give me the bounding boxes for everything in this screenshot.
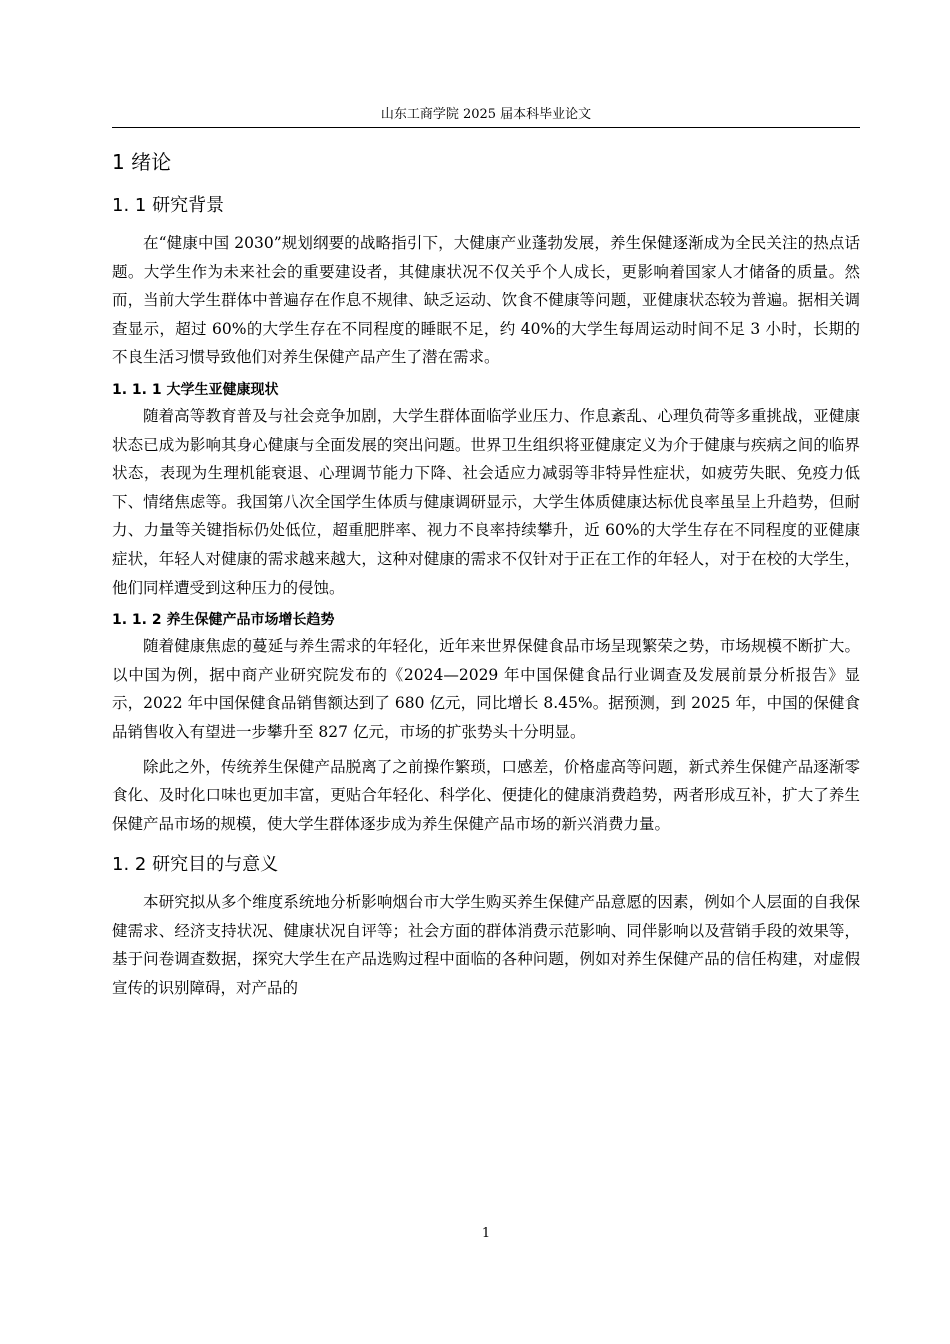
chapter-title: 1 绪论 bbox=[112, 150, 172, 174]
paragraph-1-1-2-b: 除此之外，传统养生保健产品脱离了之前操作繁琐，口感差，价格虚高等问题，新式养生保健产品逐渐零食化、及时化口味也更加丰富，更贴合年轻化、科学化、便捷化的健康消费趋势，两者形成互补，扩大了养生保健产品市场的规模，使大学生群体逐步成为养生保健产品市场的新兴消费力量。 bbox=[112, 757, 860, 833]
paragraph-1-1-1: 随着高等教育普及与社会竞争加剧，大学生群体面临学业压力、作息紊乱、心理负荷等多重挑战，亚健康状态已成为影响其身心健康与全面发展的突出问题。世界卫生组织将亚健康定义为介于健康与疾病之间的临界状态，表现为生理机能衰退、心理调节能力下降、社会适应力减弱等非特异性症状，如疲劳失眠、免疫力低下、情绪焦虑等。我国第八次全国学生体质与健康调研显示，大学生体质健康达标优良率虽呈上升趋势，但耐力、力量等关键指标仍处低位，超重肥胖率、视力不良率持续攀升，近 60%的大学生存在不同程度的亚健康症状，年轻人对健康的需求越来越大，这种对健康的需求不仅针对于正在工作的年轻人，对于在校的大学生，他们同样遭受到这种压力的侵蚀。 bbox=[112, 406, 860, 597]
section-title-1-1: 1. 1 研究背景 bbox=[112, 195, 225, 216]
paragraph-1-2: 本研究拟从多个维度系统地分析影响烟台市大学生购买养生保健产品意愿的因素，例如个人层面的自我保健需求、经济支持状况、健康状况自评等；社会方面的群体消费示范影响、同伴影响以及营销手段的效果等，基于问卷调查数据，探究大学生在产品选购过程中面临的各种问题，例如对养生保健产品的信任构建，对虚假宣传的识别障碍，对产品的 bbox=[112, 893, 860, 998]
subsection-title-1-1-2: 1. 1. 2 养生保健产品市场增长趋势 bbox=[112, 612, 335, 629]
page-body bbox=[112, 148, 860, 1003]
header-divider bbox=[112, 127, 860, 128]
paragraph-1-1-2-a: 随着健康焦虑的蔓延与养生需求的年轻化，近年来世界保健食品市场呈现繁荣之势，市场规模不断扩大。以中国为例，据中商产业研究院发布的《2024—2029 年中国保健食品行业调查及发展前景分析报告》显示，2022 年中国保健食品销售额达到了 680 亿元，同比增长 8.45%。据预测，到 2025 年，中国的保健食品销售收入有望进一步攀升至 827 亿元，市场的扩张势头十分明显。 bbox=[112, 637, 860, 741]
paragraph-1-1: 在“健康中国 2030”规划纲要的战略指引下，大健康产业蓬勃发展，养生保健逐渐成为全民关注的热点话题。大学生作为未来社会的重要建设者，其健康状况不仅关乎个人成长，更影响着国家人才储备的质量。然而，当前大学生群体中普遍存在作息不规律、缺乏运动、饮食不健康等问题，亚健康状态较为普遍。据相关调查显示，超过 60%的大学生存在不同程度的睡眠不足，约 40%的大学生每周运动时间不足 3 小时，长期的不良生活习惯导致他们对养生保健产品产生了潜在需求。 bbox=[112, 234, 860, 367]
page-number: 1 bbox=[481, 1226, 491, 1241]
section-title-1-2: 1. 2 研究目的与意义 bbox=[112, 854, 279, 876]
subsection-title-1-1-1: 1. 1. 1 大学生亚健康现状 bbox=[112, 381, 279, 398]
running-header: 山东工商学院 2025 届本科毕业论文 bbox=[380, 107, 592, 122]
